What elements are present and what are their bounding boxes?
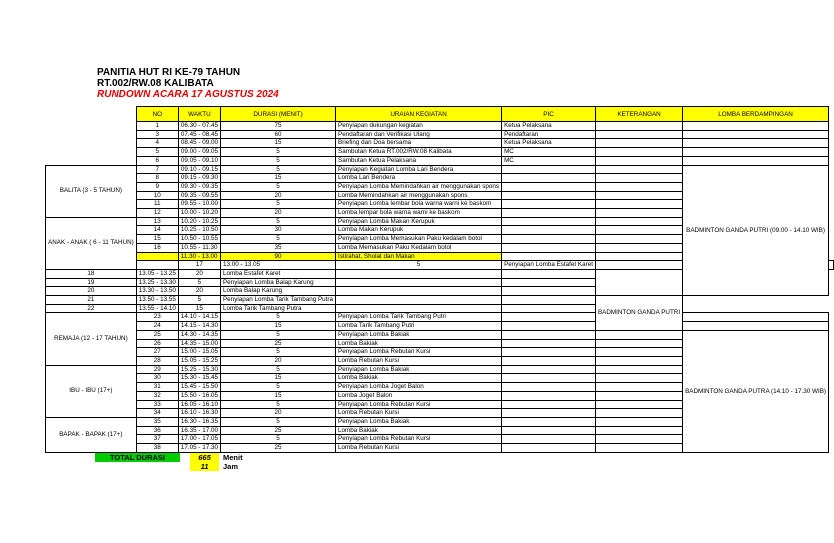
row-uraian: Lomba Memasukan Paku Kedalam botol [336, 243, 502, 252]
row-lomba [683, 122, 829, 131]
row-durasi: 5 [220, 235, 335, 244]
row-no: 22 [46, 304, 137, 313]
row-waktu: 09.15 - 09.30 [178, 174, 220, 183]
row-waktu: 15.05 - 15.25 [178, 356, 220, 365]
row-no: 9 [136, 182, 178, 191]
total-menit-value: 665 [190, 453, 219, 462]
row-keterangan [502, 278, 596, 287]
row-keterangan [595, 200, 682, 209]
table-row [46, 122, 834, 131]
row-keterangan [595, 182, 682, 191]
row-waktu: 17.05 - 17.30 [178, 444, 220, 453]
row-no: 15 [136, 235, 178, 244]
row-durasi: 25 [220, 444, 335, 453]
row-uraian: Penyiapan Lomba Makan Kerupuk [336, 217, 502, 226]
age-group-label: BALITA (3 - 5 TAHUN) [46, 165, 137, 217]
row-uraian: Penyiapan Lomba Tarik Tambang Putra [220, 296, 335, 305]
row-uraian: Penyiapan Lomba Bakiak [336, 330, 502, 339]
row-waktu: 07.45 - 08.45 [178, 130, 220, 139]
row-keterangan [595, 243, 682, 252]
row-waktu: 15.25 - 15.30 [178, 365, 220, 374]
table-row [46, 322, 834, 331]
row-pic [502, 252, 596, 261]
rundown-table [45, 106, 834, 453]
row-no: 24 [136, 322, 178, 331]
row-uraian: Lomba Bakiak [336, 426, 502, 435]
row-uraian: Penyiapan Lomba lembar bola warna warni ke baskom [336, 200, 502, 209]
row-keterangan [595, 400, 682, 409]
row-uraian: Lomba Tarik Tambang Putri [336, 322, 502, 331]
row-keterangan [595, 365, 682, 374]
row-durasi: 5 [220, 217, 335, 226]
row-no: 29 [136, 365, 178, 374]
table-row [46, 313, 834, 322]
row-waktu: 15.45 - 15.50 [178, 383, 220, 392]
row-durasi: 5 [220, 435, 335, 444]
total-jam-value: 11 [190, 462, 219, 471]
row-durasi: 5 [220, 313, 335, 322]
row-uraian: Sambutan Ketua Pelaksana [336, 156, 502, 165]
row-pic [336, 269, 502, 278]
row-waktu: 06.30 - 07.45 [178, 122, 220, 131]
row-lomba [683, 156, 829, 165]
row-waktu: 09.05 - 09.10 [178, 156, 220, 165]
row-uraian: Istirahat, Sholat dan Makan [336, 252, 502, 261]
row-pic [336, 287, 502, 296]
table-row [46, 296, 834, 305]
table-row [46, 330, 834, 339]
row-pic [502, 200, 596, 209]
row-no: 37 [136, 435, 178, 444]
row-uraian: Lomba Tarik Tambang Putra [220, 304, 335, 313]
row-durasi: 20 [178, 269, 220, 278]
row-keterangan [595, 156, 682, 165]
row-keterangan [595, 330, 682, 339]
row-pic [336, 278, 502, 287]
row-pic [502, 417, 596, 426]
row-uraian: Penyiapan Lomba Rebutan Kursi [336, 348, 502, 357]
row-pic [502, 226, 596, 235]
total-jam-unit: Jam [223, 462, 239, 471]
row-pic: Ketua Pelaksana [502, 139, 596, 148]
parallel-competition: BADMINTON GANDA PUTRI (09.00 - 14.10 WIB) [683, 165, 829, 296]
row-waktu: 09.30 - 09.35 [178, 182, 220, 191]
row-keterangan [595, 122, 682, 131]
row-durasi: 15 [220, 174, 335, 183]
row-uraian: Penyiapan Lomba Estafet Karet [502, 261, 596, 270]
row-no: 7 [136, 165, 178, 174]
row-durasi: 20 [220, 191, 335, 200]
row-lomba [683, 148, 829, 157]
row-waktu: 15.50 - 16.05 [178, 391, 220, 400]
row-no: 11 [136, 200, 178, 209]
row-keterangan [595, 191, 682, 200]
age-group-label: ANAK - ANAK ( 6 - 11 TAHUN) [46, 217, 137, 269]
row-keterangan [502, 287, 596, 296]
row-no: 38 [136, 444, 178, 453]
row-uraian: Penyiapan Lomba Balap Karung [220, 278, 335, 287]
row-lomba [683, 139, 829, 148]
row-waktu: 14.10 - 14.15 [178, 313, 220, 322]
col-header-lomba: LOMBA BERDAMPINGAN [683, 107, 829, 122]
row-keterangan [683, 322, 829, 331]
row-waktu: 10.20 - 10.25 [178, 217, 220, 226]
row-durasi: 5 [336, 261, 502, 270]
row-waktu: 10.00 - 10.20 [178, 209, 220, 218]
row-keterangan [595, 356, 682, 365]
row-waktu: 13.55 - 14.10 [136, 304, 178, 313]
row-keterangan [595, 226, 682, 235]
row-durasi: 5 [220, 148, 335, 157]
row-durasi: 35 [220, 243, 335, 252]
row-no: 19 [46, 278, 137, 287]
row-keterangan [502, 304, 596, 313]
row-keterangan [595, 174, 682, 183]
row-pic [502, 182, 596, 191]
row-durasi: 15 [220, 374, 335, 383]
row-no: 36 [136, 426, 178, 435]
row-uraian: Penyiapan Lomba Memindahkan air menggunakan spons [336, 182, 502, 191]
row-waktu: 16.30 - 16.35 [178, 417, 220, 426]
row-no: 12 [136, 209, 178, 218]
rt-rw-title: RT.002/RW.08 KALIBATA [97, 78, 214, 89]
row-waktu: 09.55 - 10.00 [178, 200, 220, 209]
row-no: 17 [178, 261, 220, 270]
row-uraian: Penyiapan Lomba Rebutan Kursi [336, 400, 502, 409]
row-durasi: 5 [220, 365, 335, 374]
col-header-no: NO [136, 107, 178, 122]
row-waktu: 16.10 - 16.30 [178, 409, 220, 418]
row-waktu: 14.15 - 14.30 [178, 322, 220, 331]
row-uraian: Lomba Rebutan Kursi [336, 444, 502, 453]
row-durasi: 5 [220, 165, 335, 174]
age-group-label: BAPAK - BAPAK (17+) [46, 417, 137, 452]
row-durasi: 75 [220, 122, 335, 131]
row-waktu: 16.05 - 16.10 [178, 400, 220, 409]
row-no: 13 [136, 217, 178, 226]
age-group-label: IBU - IBU (17+) [46, 365, 137, 417]
row-durasi: 60 [220, 130, 335, 139]
row-uraian: Penyiapan Kegiatan Lomba Lari Bendera [336, 165, 502, 174]
row-no: 10 [136, 191, 178, 200]
row-waktu: 14.35 - 15.00 [178, 339, 220, 348]
row-no: 33 [136, 400, 178, 409]
row-durasi: 20 [220, 409, 335, 418]
row-pic [502, 365, 596, 374]
total-label: TOTAL DURASI [95, 453, 180, 462]
row-uraian: Penyiapan dukungan kegiatan [336, 122, 502, 131]
row-durasi: 15 [178, 304, 220, 313]
row-uraian: Penyiapan Lomba Bakiak [336, 417, 502, 426]
row-keterangan [683, 313, 829, 322]
row-durasi: 5 [220, 417, 335, 426]
row-pic [336, 304, 502, 313]
row-pic [502, 243, 596, 252]
row-uraian: Sambutan Ketua RT.002/RW.08 Kalibata [336, 148, 502, 157]
age-group-label: REMAJA (12 - 17 TAHUN) [46, 313, 137, 365]
row-keterangan [595, 235, 682, 244]
table-body [46, 122, 834, 453]
row-pic: Pendaftaran [502, 130, 596, 139]
row-pic [502, 174, 596, 183]
row-uraian: Briefing dan Doa bersama [336, 139, 502, 148]
row-pic [502, 191, 596, 200]
row-pic [502, 435, 596, 444]
row-pic [502, 348, 596, 357]
row-uraian: Lomba Makan Kerupuk [336, 226, 502, 235]
row-durasi: 15 [220, 391, 335, 400]
table-row [46, 165, 834, 174]
row-keterangan [595, 444, 682, 453]
row-uraian: Penyiapan Lomba Rebutan Kursi [336, 435, 502, 444]
row-durasi: 20 [220, 209, 335, 218]
row-waktu: 11.30 - 13.00 [178, 252, 220, 261]
row-uraian: Lomba Rebutan Kursi [336, 356, 502, 365]
row-waktu: 13.25 - 13.30 [136, 278, 178, 287]
row-keterangan [595, 417, 682, 426]
row-waktu: 09.00 - 09.05 [178, 148, 220, 157]
row-no: 25 [136, 330, 178, 339]
committee-title: PANITIA HUT RI KE-79 TAHUN [97, 67, 241, 78]
table-row [46, 156, 834, 165]
row-no: 35 [136, 417, 178, 426]
row-pic [502, 356, 596, 365]
row-waktu: 14.30 - 14.35 [178, 330, 220, 339]
row-no: 31 [136, 383, 178, 392]
row-no: 6 [136, 156, 178, 165]
row-durasi: 5 [220, 400, 335, 409]
row-uraian: Penyiapan Lomba Memasukan Paku kedalam botol [336, 235, 502, 244]
row-waktu: 10.25 - 10.50 [178, 226, 220, 235]
row-durasi: 90 [220, 252, 335, 261]
row-keterangan [595, 374, 682, 383]
row-no: 32 [136, 391, 178, 400]
rundown-title: RUNDOWN ACARA 17 AGUSTUS 2024 [97, 89, 279, 100]
table-row [46, 139, 834, 148]
row-keterangan [595, 383, 682, 392]
row-pic [336, 296, 502, 305]
table-row [46, 304, 834, 313]
row-uraian: Lomba Memindahkan air menggunakan spons [336, 191, 502, 200]
row-pic: Ketua Pelaksana [502, 122, 596, 131]
row-keterangan [595, 130, 682, 139]
row-pic [502, 374, 596, 383]
row-pic [502, 322, 596, 331]
row-keterangan [595, 165, 682, 174]
total-menit-row [95, 453, 243, 462]
col-header-keterangan: KETERANGAN [595, 107, 682, 122]
row-waktu: 16.35 - 17.00 [178, 426, 220, 435]
row-pic [502, 217, 596, 226]
row-waktu: 13.05 - 13.25 [136, 269, 178, 278]
row-no: 18 [46, 269, 137, 278]
row-uraian: Lomba Bakiak [336, 374, 502, 383]
row-waktu: 15.30 - 15.45 [178, 374, 220, 383]
row-no: 28 [136, 356, 178, 365]
row-waktu: 09.35 - 09.55 [178, 191, 220, 200]
row-keterangan [502, 269, 596, 278]
row-no: 16 [136, 243, 178, 252]
row-pic [502, 313, 596, 322]
row-waktu: 15.00 - 15.05 [178, 348, 220, 357]
row-waktu: 13.30 - 13.50 [136, 287, 178, 296]
row-uraian: Lomba Bakiak [336, 339, 502, 348]
row-pic [502, 339, 596, 348]
col-header-pic: PIC [502, 107, 596, 122]
row-durasi: 5 [220, 383, 335, 392]
row-pic [502, 400, 596, 409]
row-uraian: Lomba Joget Balon [336, 391, 502, 400]
row-durasi: 15 [220, 322, 335, 331]
row-no: 23 [136, 313, 178, 322]
parallel-competition: BADMINTON GANDA PUTRI [595, 296, 682, 331]
row-waktu: 10.55 - 11.30 [178, 243, 220, 252]
row-keterangan [595, 252, 682, 261]
row-keterangan [595, 435, 682, 444]
table-row [46, 130, 834, 139]
row-keterangan [595, 209, 682, 218]
row-durasi: 20 [178, 287, 220, 296]
row-durasi: 5 [220, 330, 335, 339]
row-pic [595, 261, 682, 270]
row-durasi: 25 [220, 426, 335, 435]
row-no: 3 [136, 130, 178, 139]
row-durasi: 5 [220, 348, 335, 357]
row-no: 20 [46, 287, 137, 296]
row-no: 21 [46, 296, 137, 305]
row-no: 5 [136, 148, 178, 157]
row-uraian: Lomba Rebutan Kursi [336, 409, 502, 418]
row-pic [502, 330, 596, 339]
col-header-uraian: URAIAN KEGIATAN [336, 107, 502, 122]
row-durasi: 30 [220, 226, 335, 235]
row-durasi: 15 [220, 139, 335, 148]
row-no: 26 [136, 339, 178, 348]
row-durasi: 5 [220, 156, 335, 165]
row-no: 27 [136, 348, 178, 357]
row-pic [502, 165, 596, 174]
row-durasi: 5 [178, 296, 220, 305]
row-no: 8 [136, 174, 178, 183]
row-durasi: 25 [220, 339, 335, 348]
row-keterangan [595, 391, 682, 400]
row-pic [502, 444, 596, 453]
row-uraian: Lomba Estafet Karet [220, 269, 335, 278]
total-jam-row [95, 462, 243, 471]
row-waktu: 08.45 - 09.00 [178, 139, 220, 148]
row-waktu: 10.50 - 10.55 [178, 235, 220, 244]
row-keterangan [829, 261, 834, 270]
table-row [46, 148, 834, 157]
row-pic [502, 383, 596, 392]
row-uraian: Penyiapan Lomba Tarik Tambang Putri [336, 313, 502, 322]
row-no: 14 [136, 226, 178, 235]
row-pic: MC [502, 148, 596, 157]
row-waktu: 13.00 - 13.05 [220, 261, 335, 270]
row-uraian: Lomba lempar bola warna warni ke baskom [336, 209, 502, 218]
total-duration-table [95, 453, 243, 471]
row-no: 34 [136, 409, 178, 418]
row-keterangan [502, 296, 596, 305]
row-durasi: 5 [220, 200, 335, 209]
row-keterangan [595, 217, 682, 226]
row-durasi: 5 [178, 278, 220, 287]
row-no: 1 [136, 122, 178, 131]
row-durasi: 5 [220, 182, 335, 191]
row-waktu: 13.50 - 13.55 [136, 296, 178, 305]
row-pic [502, 209, 596, 218]
row-waktu: 09.10 - 09.15 [178, 165, 220, 174]
row-no: 30 [136, 374, 178, 383]
row-uraian: Lomba Lari Bendera [336, 174, 502, 183]
row-uraian: Pendaftaran dan Verifikasi Ulang [336, 130, 502, 139]
row-pic: MC [502, 156, 596, 165]
row-uraian: Penyiapan Lomba Joget Balon [336, 383, 502, 392]
col-header-waktu: WAKTU [178, 107, 220, 122]
col-header-durasi: DURASI (MENIT) [220, 107, 335, 122]
row-uraian: Lomba Balap Karung [220, 287, 335, 296]
row-pic [502, 391, 596, 400]
row-keterangan [595, 148, 682, 157]
row-uraian: Penyiapan Lomba Bakiak [336, 365, 502, 374]
row-pic [502, 235, 596, 244]
row-no [136, 252, 178, 261]
parallel-competition: BADMINTON GANDA PUTRA (14.10 - 17.30 WIB) [683, 330, 829, 452]
row-waktu: 17.00 - 17.05 [178, 435, 220, 444]
row-keterangan [595, 139, 682, 148]
table-header-row [46, 107, 834, 122]
row-no: 4 [136, 139, 178, 148]
row-keterangan [595, 409, 682, 418]
row-durasi: 20 [220, 356, 335, 365]
row-pic [502, 409, 596, 418]
row-keterangan [595, 339, 682, 348]
total-menit-unit: Menit [223, 453, 243, 462]
row-keterangan [595, 348, 682, 357]
row-keterangan [595, 426, 682, 435]
row-lomba [683, 130, 829, 139]
row-pic [502, 426, 596, 435]
